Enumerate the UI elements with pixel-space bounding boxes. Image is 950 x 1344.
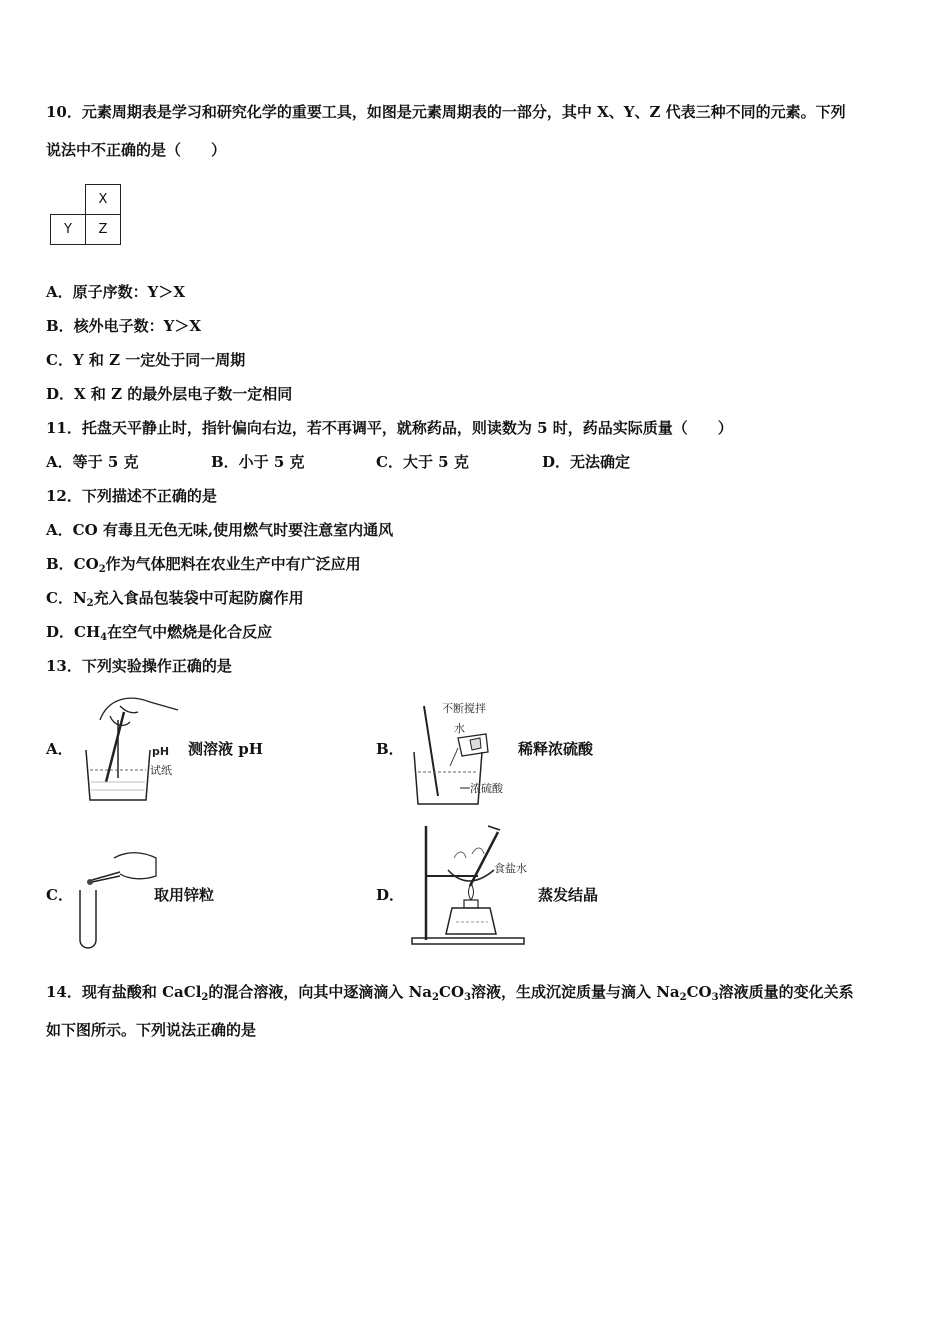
q13-d-caption: 蒸发结晶 bbox=[538, 886, 599, 904]
q13-d-letter: D． bbox=[376, 886, 405, 904]
cell-x: X bbox=[86, 185, 121, 215]
periodic-table-fragment bbox=[50, 184, 121, 245]
q14-stem-line2: 如下图所示。下列说法正确的是 bbox=[46, 1021, 257, 1039]
svg-text:不断搅拌: 不断搅拌 bbox=[442, 702, 486, 715]
zinc-granules-figure bbox=[74, 850, 158, 950]
svg-text:浓硫酸: 浓硫酸 bbox=[470, 782, 503, 795]
q11-option-a: A．等于 5 克 bbox=[46, 453, 139, 471]
svg-text:食盐水: 食盐水 bbox=[494, 862, 527, 875]
dilute-acid-figure bbox=[408, 700, 513, 808]
cell-y: Y bbox=[51, 215, 86, 245]
q14-stem-line1: 14．现有盐酸和 CaCl$_2$的混合溶液，向其中逐滴滴入 $Na_2CO_3$溶液，生成沉淀质量与滴入 $Na_2CO_3$溶液质量的变化关系 bbox=[46, 983, 854, 1003]
q11-stem: 11．托盘天平静止时，指针偏向右边，若不再调平，就称药品，则读数为 5 时，药品实际质量（ ） bbox=[46, 419, 733, 437]
q10-option-a: A．原子序数：Y＞X bbox=[46, 283, 185, 301]
q13-stem: 13．下列实验操作正确的是 bbox=[46, 657, 232, 675]
svg-text:水: 水 bbox=[454, 722, 465, 735]
q11-option-c: C．大于 5 克 bbox=[376, 453, 469, 471]
q10-option-b: B．核外电子数：Y＞X bbox=[46, 317, 202, 335]
q13-a-letter: A． bbox=[46, 740, 73, 758]
q12-option-a: A．CO 有毒且无色无味,使用燃气时要注意室内通风 bbox=[46, 521, 394, 539]
q10-option-c: C．Y 和 Z 一定处于同一周期 bbox=[46, 351, 246, 369]
evaporation-figure bbox=[408, 822, 536, 948]
q10-stem-line2: 说法中不正确的是（ ） bbox=[46, 141, 227, 159]
q13-c-letter: C． bbox=[46, 886, 73, 904]
q12-option-d: D．$CH_4$在空气中燃烧是化合反应 bbox=[46, 623, 273, 643]
q12-stem: 12．下列描述不正确的是 bbox=[46, 487, 217, 505]
q13-b-caption: 稀释浓硫酸 bbox=[518, 740, 594, 758]
q13-a-caption: 测溶液 pH bbox=[188, 740, 263, 758]
q13-b-letter: B． bbox=[376, 740, 404, 758]
q10-stem-line1: 10．元素周期表是学习和研究化学的重要工具，如图是元素周期表的一部分，其中 X、Y、Z 代表三种不同的元素。下列 bbox=[46, 103, 846, 121]
svg-text:试纸: 试纸 bbox=[150, 764, 172, 777]
svg-text:pH: pH bbox=[152, 745, 170, 758]
ph-paper-labels bbox=[150, 744, 190, 780]
cell-z: Z bbox=[86, 215, 121, 245]
empty-cell bbox=[51, 185, 86, 215]
q11-option-d: D．无法确定 bbox=[542, 453, 631, 471]
q12-option-b: B．$CO_2$作为气体肥料在农业生产中有广泛应用 bbox=[46, 555, 361, 575]
q11-option-b: B．小于 5 克 bbox=[211, 453, 305, 471]
q12-option-c: C．$N_2$充入食品包装袋中可起防腐作用 bbox=[46, 589, 304, 609]
q13-c-caption: 取用锌粒 bbox=[154, 886, 215, 904]
q10-option-d: D．X 和 Z 的最外层电子数一定相同 bbox=[46, 385, 293, 403]
